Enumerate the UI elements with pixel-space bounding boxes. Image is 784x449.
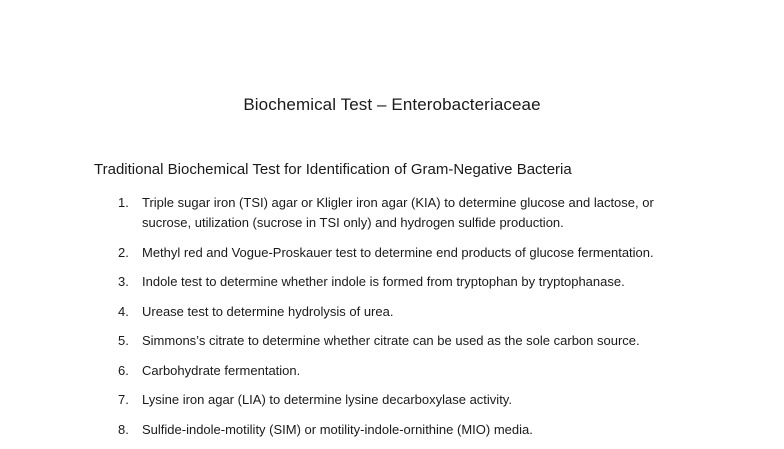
list-item-number: 7.: [118, 392, 129, 407]
list-item-number: 3.: [118, 274, 129, 289]
list-item-text: Sulfide-indole-motility (SIM) or motility-indole-ornithine (MIO) media.: [142, 421, 533, 437]
list-item: [118, 420, 678, 440]
list-item: [118, 390, 678, 410]
list-item-text: Triple sugar iron (TSI) agar or Kligler iron agar (KIA) to determine glucose and lactose, or sucrose, utilization (sucrose in TSI only) and hydrogen sulfide production.: [142, 195, 654, 230]
list-item-number: 8.: [118, 421, 129, 437]
list-item: [118, 243, 678, 263]
list-item-text: Methyl red and Vogue-Proskauer test to determine end products of glucose fermentation.: [142, 244, 654, 260]
list-item-number: 4.: [118, 303, 129, 319]
test-list: [118, 193, 678, 449]
list-item-text: Indole test to determine whether indole is formed from tryptophan by tryptophanase.: [142, 274, 625, 289]
list-item: [118, 331, 678, 351]
page-title: Biochemical Test – Enterobacteriaceae: [243, 95, 541, 114]
list-item: [118, 361, 678, 381]
section-heading: Traditional Biochemical Test for Identification of Gram-Negative Bacteria: [94, 161, 572, 178]
list-item-text: Carbohydrate fermentation.: [142, 362, 301, 378]
list-item-text: Lysine iron agar (LIA) to determine lysine decarboxylase activity.: [142, 392, 512, 407]
list-item-text: Simmons’s citrate to determine whether citrate can be used as the sole carbon source.: [142, 333, 640, 348]
list-item-number: 1.: [118, 195, 129, 210]
list-item: [118, 193, 678, 233]
list-item: [118, 272, 678, 292]
list-item-number: 5.: [118, 333, 129, 348]
list-item-number: 6.: [118, 362, 129, 378]
list-item-number: 2.: [118, 244, 129, 260]
list-item: [118, 302, 678, 322]
list-item-text: Urease test to determine hydrolysis of urea.: [142, 303, 394, 319]
